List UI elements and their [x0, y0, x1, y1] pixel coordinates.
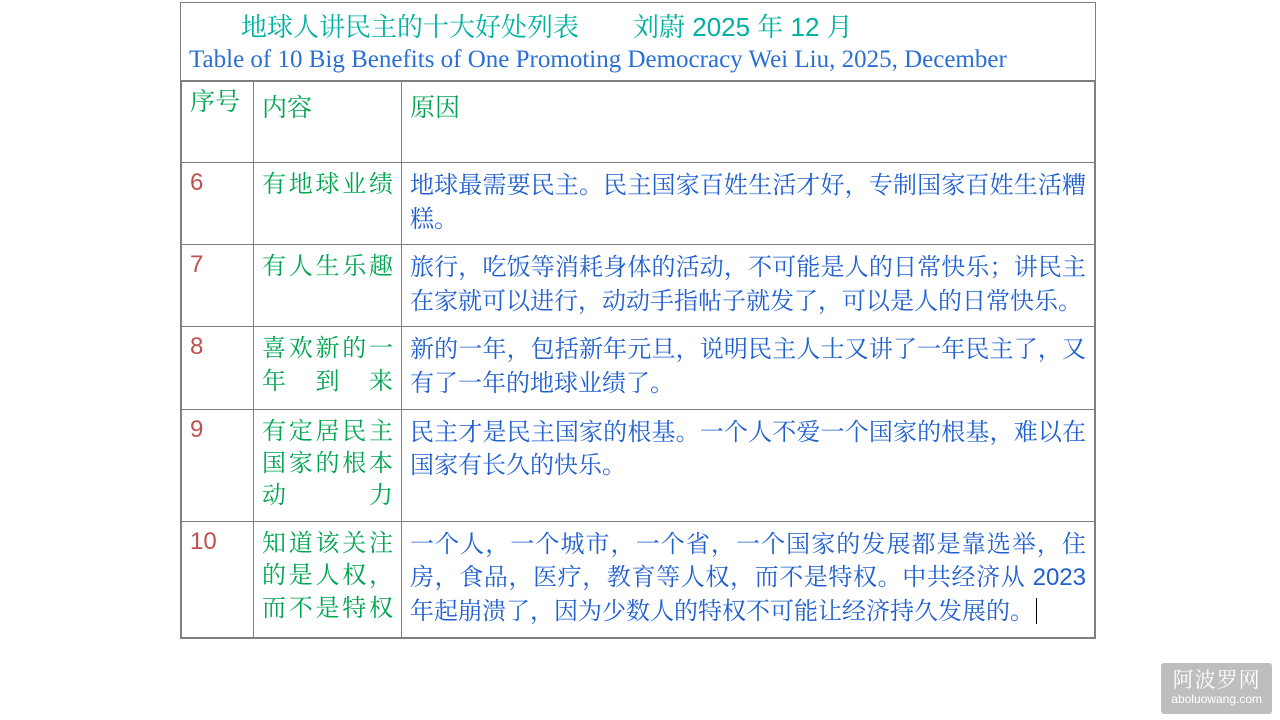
cell-index [182, 245, 254, 327]
document-body [180, 2, 1096, 639]
document-title-cn [181, 7, 1095, 44]
row-reason: 旅行，吃饭等消耗身体的活动，不可能是人的日常快乐；讲民主在家就可以进行，动动手指帖子就发了，可以是人的日常快乐。 [410, 254, 1086, 315]
cell-content [254, 409, 402, 521]
row-index: 9 [190, 415, 204, 443]
header-cell-content [254, 82, 402, 163]
document-title-en: Table of 10 Big Benefits of One Promoting Democracy Wei Liu, 2025, December [189, 46, 1007, 73]
table-row [182, 521, 1095, 637]
watermark-cn: 阿波罗网 [1172, 668, 1261, 692]
table-row [182, 245, 1095, 327]
watermark-en: aboluowang.com [1171, 691, 1262, 706]
cell-index [182, 163, 254, 245]
header-content-label: 内容 [262, 94, 313, 122]
row-index: 8 [190, 333, 204, 361]
header-reason-label: 原因 [410, 94, 461, 122]
row-content: 有人生乐趣 [262, 253, 393, 281]
row-index: 7 [190, 251, 204, 279]
cell-reason [402, 163, 1095, 245]
header-index-label: 序号 [190, 88, 241, 116]
cell-content [254, 163, 402, 245]
watermark [1161, 663, 1272, 714]
header-cell-index [182, 82, 254, 163]
row-index: 10 [190, 527, 217, 555]
row-index: 6 [190, 169, 204, 196]
table-row [182, 163, 1095, 245]
row-content: 知道该关注的是人权，而不是特权 [262, 529, 393, 622]
table-header-row [182, 82, 1095, 163]
cell-index [182, 327, 254, 409]
row-reason: 地球最需要民主。民主国家百姓生活才好，专制国家百姓生活糟糕。 [410, 172, 1086, 233]
row-reason: 新的一年，包括新年元旦，说明民主人士又讲了一年民主了，又有了一年的地球业绩了。 [410, 336, 1086, 397]
cell-reason [402, 409, 1095, 521]
cell-content [254, 327, 402, 409]
row-content: 有地球业绩 [262, 171, 393, 198]
table-row [182, 327, 1095, 409]
cell-reason [402, 327, 1095, 409]
cell-index [182, 521, 254, 637]
cell-reason [402, 521, 1095, 637]
cell-content [254, 245, 402, 327]
title-block [181, 3, 1095, 81]
row-content: 喜欢新的一年到来 [262, 335, 393, 395]
benefits-table [181, 81, 1095, 638]
header-cell-reason [402, 82, 1095, 163]
title-cn-text: 地球人讲民主的十大好处列表 [241, 12, 580, 42]
cell-index [182, 409, 254, 521]
cell-reason [402, 245, 1095, 327]
author-date-cn: 刘蔚 2025 年 12 月 [633, 12, 853, 42]
table-row [182, 409, 1095, 521]
row-content: 有定居民主国家的根本动力 [262, 417, 393, 510]
row-reason: 一个人，一个城市，一个省，一个国家的发展都是靠选举，住房，食品，医疗，教育等人权，而不是特权。中共经济从 2023 年起崩溃了，因为少数人的特权不可能让经济持久发展的。 [410, 528, 1086, 629]
cell-content [254, 521, 402, 637]
row-reason: 民主才是民主国家的根基。一个人不爱一个国家的根基，难以在国家有长久的快乐。 [410, 418, 1086, 480]
